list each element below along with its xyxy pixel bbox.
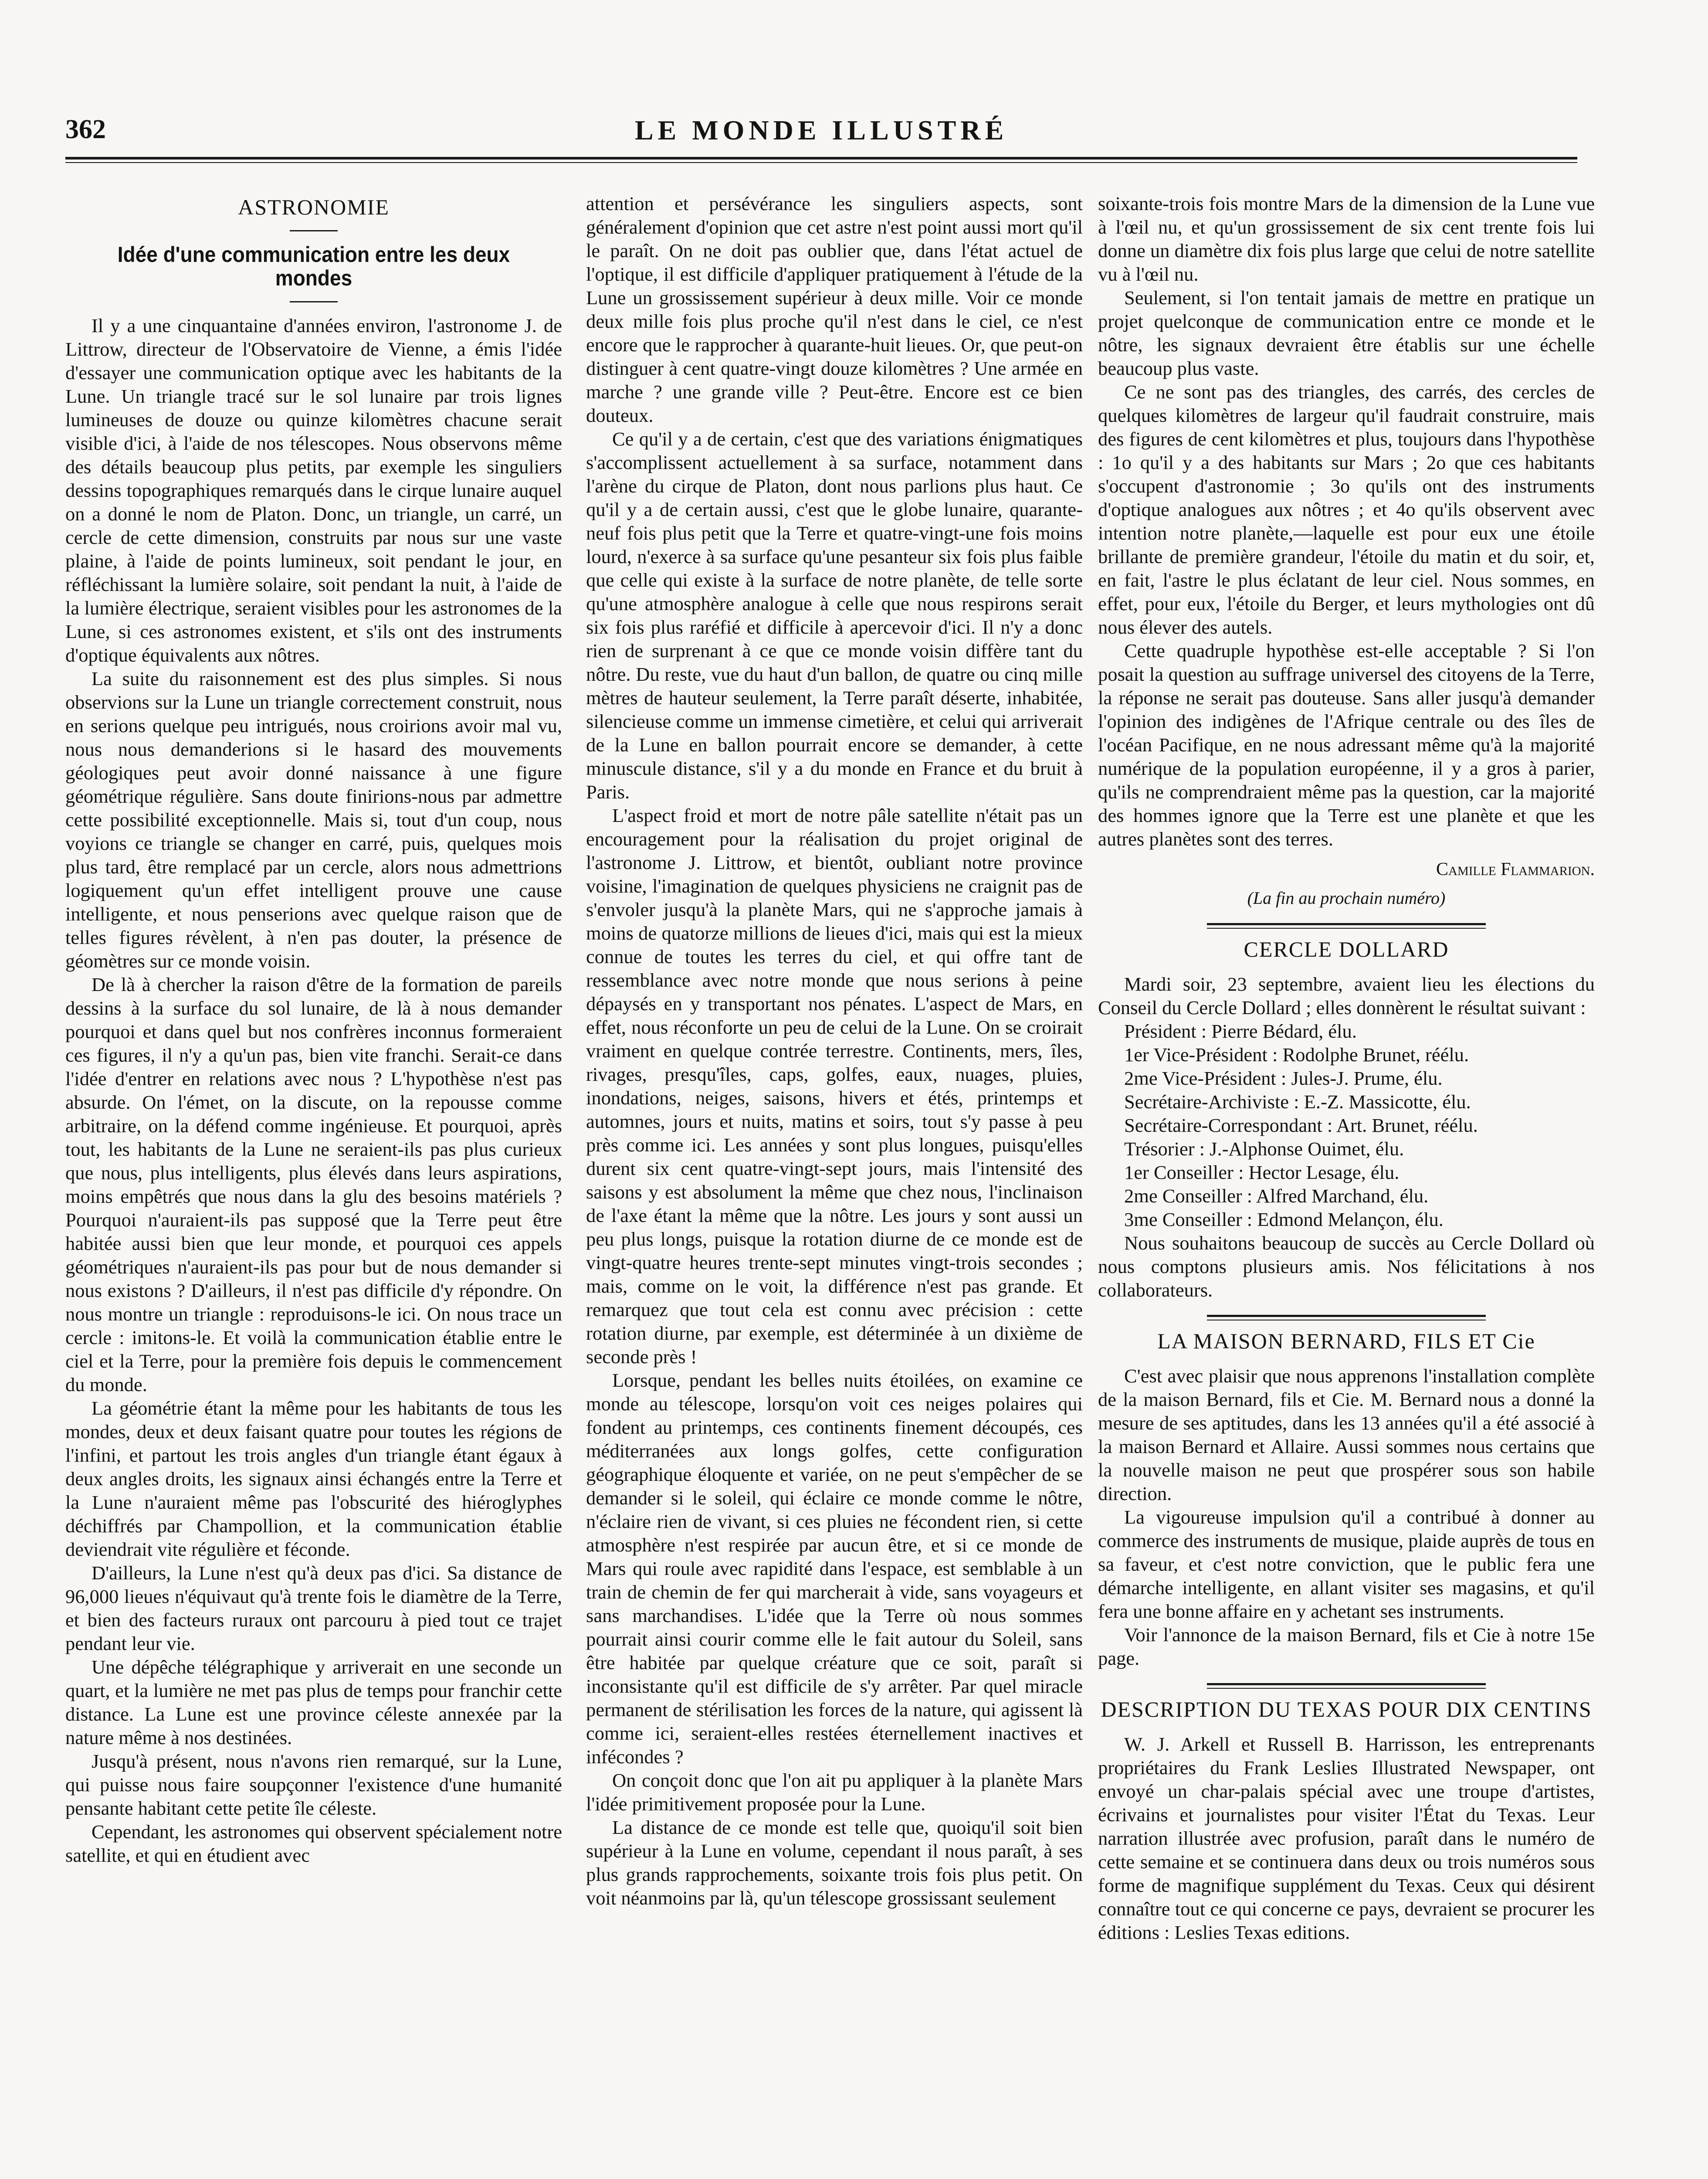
- paragraph: Il y a une cinquantaine d'années environ, l'astronome J. de Littrow, directeur de l'Observatoire de Vienne, a émis l'idée d'essayer une communication optique avec les habitants de la Lune. Un triangle tracé sur le sol lunaire par trois lignes lumineuses de douze ou quinze kilomètres chacune serait visible d'ici, à l'aide de nos télescopes. Nous observons même des détails beaucoup plus petits, par exemple les singuliers dessins topographiques remarqués dans le cirque lunaire auquel on a donné le nom de Platon. Donc, un triangle, un carré, un cercle de cette dimension, construits par nous sur une vaste plaine, à l'aide de points lumineux, soit pendant le jour, en réfléchissant la lumière solaire, soit pendant la nuit, à l'aide de la lumière électrique, seraient visibles pour les astronomes de la Lune, si ces astronomes existent, et s'ils ont des instruments d'optique équivalents aux nôtres.: [65, 315, 562, 666]
- list-item: 1er Vice-Président : Rodolphe Brunet, réélu.: [1124, 1044, 1469, 1066]
- paragraph: Cependant, les astronomes qui observent spécialement notre satellite, et qui en étudient avec: [65, 1821, 562, 1866]
- paragraph: La suite du raisonnement est des plus simples. Si nous observions sur la Lune un triangle correctement construit, nous en serions quelque peu intrigués, nous croirions avoir mal vu, nous nous demanderions si le hasard des mouvements géologiques peut avoir donné naissance à une figure géométrique régulière. Sans doute finirions-nous par admettre cette possibilité exceptionnelle. Mais si, tout d'un coup, nous voyions ce triangle se changer en carré, puis, quelques mois plus tard, être remplacé par un cercle, alors nous admettrions logiquement qu'un effet intelligent prouve une cause intelligente, et nous penserions avec quelque raison que de telles figures révèlent, à n'en pas douter, la présence de géomètres sur ce monde voisin.: [65, 668, 562, 972]
- paragraph: De là à chercher la raison d'être de la formation de pareils dessins à la surface du sol lunaire, de là à nous demander pourquoi et dans quel but nos confrères inconnus formeraient ces figures, il n'y a qu'un pas, bien vite franchi. Serait-ce dans l'idée d'entrer en relations avec nous ? L'hypothèse n'est pas absurde. On l'émet, on la discute, on la repousse comme arbitraire, on la défend comme ingénieuse. Et pourquoi, après tout, les habitants de la Lune ne seraient-ils pas plus curieux que nous, plus intelligents, plus élevés dans leurs aspirations, moins empêtrés que nous dans la glu des besoins matériels ? Pourquoi n'auraient-ils pas supposé que la Terre peut être habitée aussi bien que leur monde, et pourquoi ces appels géométriques n'auraient-ils pas pour but de nous demander si nous existons ? D'ailleurs, il n'est pas difficile d'y répondre. On nous montre un triangle : reproduisons-le ici. On nous trace un cercle : imitons-le. Et voilà la communication établie entre le ciel et la Terre, pour la première fois depuis le commencement du monde.: [65, 974, 562, 1395]
- list-item: Secrétaire-Correspondant : Art. Brunet, réélu.: [1124, 1114, 1478, 1136]
- list-item: 1er Conseiller : Hector Lesage, élu.: [1124, 1161, 1400, 1183]
- paragraph: Seulement, si l'on tentait jamais de mettre en pratique un projet quelconque de communication entre ce monde et le nôtre, les signaux devraient être établis sur une échelle beaucoup plus vaste.: [1098, 287, 1595, 379]
- column-1: [65, 192, 562, 2179]
- list-item: 2me Conseiller : Alfred Marchand, élu.: [1124, 1185, 1429, 1207]
- paragraph: La géométrie étant la même pour les habitants de tous les mondes, deux et deux faisant quatre pour toutes les régions de l'infini, et partout les trois angles d'un triangle étant égaux à deux angles droits, les signaux ainsi échangés entre la Terre et la Lune n'auraient même pas l'obscurité des hiéroglyphes déchiffrés par Champollion, et la communication établie deviendrait vite régulière et féconde.: [65, 1397, 562, 1560]
- divider: [290, 230, 338, 231]
- section-divider: [1207, 923, 1486, 929]
- list-item: Président : Pierre Bédard, élu.: [1124, 1020, 1357, 1042]
- header-rule: [65, 157, 1577, 160]
- author-signature: Camille Flammarion.: [1436, 859, 1595, 879]
- list-item: 3me Conseiller : Edmond Melançon, élu.: [1124, 1208, 1444, 1230]
- paragraph: La distance de ce monde est telle que, quoiqu'il soit bien supérieur à la Lune en volume, cependant il nous paraît, à ses plus grands rapprochements, soixante trois fois plus petit. On voit néanmoins par là, qu'un télescope grossissant seulement: [586, 1816, 1083, 1909]
- section-divider: [1207, 1315, 1486, 1320]
- continuation-note: (La fin au prochain numéro): [1247, 888, 1446, 908]
- page-header: [65, 114, 1577, 162]
- column-2: [586, 192, 1083, 2179]
- list-item: Secrétaire-Archiviste : E.-Z. Massicotte, élu.: [1124, 1091, 1471, 1113]
- paragraph: Ce ne sont pas des triangles, des carrés, des cercles de quelques kilomètres de largeur qu'il faudrait construire, mais des figures de cent kilomètres et plus, toujours dans l'hypothèse : 1o qu'il y a des habitants sur Mars ; 2o que ces habitants s'occupent d'astronomie ; 3o qu'ils ont des instruments d'optique analogues aux nôtres ; et 4o qu'ils observent avec intention notre planète,—laquelle est pour eux une étoile brillante de première grandeur, l'étoile du matin et du soir, et, en fait, l'astre le plus éclatant de leur ciel. Nous sommes, en effet, pour eux, l'étoile du Berger, et leurs mythologies ont dû nous élever des autels.: [1098, 381, 1595, 638]
- paragraph: Voir l'annonce de la maison Bernard, fils et Cie à notre 15e page.: [1098, 1624, 1595, 1669]
- list-item: Trésorier : J.-Alphonse Ouimet, élu.: [1124, 1138, 1404, 1160]
- officers-list: [1098, 1019, 1595, 1231]
- page-number: 362: [65, 115, 106, 144]
- paragraph: attention et persévérance les singuliers aspects, sont généralement d'opinion que cet astre n'est point aussi mort qu'il le paraît. On ne doit pas oublier que, dans l'état actuel de l'optique, il est difficile d'appliquer pratiquement à l'étude de la Lune un grossissement supérieur à deux mille. Voir ce monde deux mille fois plus proche qu'il n'est dans le ciel, ce n'est encore que le rapprocher à quarante-huit lieues. Or, que peut-on distinguer à cent quatre-vingt douze kilomètres ? Une armée en marche ? une grande ville ? Peut-être. Encore est ce bien douteux.: [586, 193, 1083, 426]
- bernard-title: LA MAISON BERNARD, FILS ET Cie: [1157, 1329, 1535, 1353]
- section-divider: [1207, 1683, 1486, 1689]
- header-rule-thin: [65, 162, 1577, 163]
- paragraph: La vigoureuse impulsion qu'il a contribué à donner au commerce des instruments de musique, plaide auprès de tous en sa faveur, et c'est notre conviction, que le public fera une démarche intelligente, en allant visiter ses magasins, et qu'il fera une bonne affaire en y achetant ses instruments.: [1098, 1506, 1595, 1622]
- paragraph: W. J. Arkell et Russell B. Harrisson, les entreprenants propriétaires du Frank Leslies Illustrated Newspaper, ont envoyé un char-palais spécial avec une troupe d'artistes, écrivains et journalistes pour visiter l'État du Texas. Leur narration illustrée avec profusion, paraît dans le numéro de cette semaine et se continuera dans deux ou trois numéros sous forme de magnifique supplément du Texas. Ceux qui désirent connaître tout ce qui concerne ce pays, devraient se procurer les éditions : Leslies Texas editions.: [1098, 1733, 1595, 1943]
- texas-title: DESCRIPTION DU TEXAS POUR DIX CENTINS: [1101, 1697, 1592, 1721]
- cercle-title: CERCLE DOLLARD: [1244, 937, 1449, 961]
- paragraph: Mardi soir, 23 septembre, avaient lieu les élections du Conseil du Cercle Dollard ; elles donnèrent le résultat suivant :: [1098, 973, 1595, 1018]
- list-item: 2me Vice-Président : Jules-J. Prume, élu.: [1124, 1067, 1443, 1089]
- paragraph: C'est avec plaisir que nous apprenons l'installation complète de la maison Bernard, fils et Cie. M. Bernard nous a donné la mesure de ses aptitudes, dans les 13 années qu'il a été associé à la maison Bernard et Allaire. Aussi sommes nous certains que la nouvelle maison ne peut que prospérer sous son habile direction.: [1098, 1365, 1595, 1504]
- paragraph: Une dépêche télégraphique y arriverait en une seconde un quart, et la lumière ne met pas plus de temps pour franchir cette distance. La Lune est une province céleste annexée par la nature même à nos destinées.: [65, 1656, 562, 1748]
- paragraph: Lorsque, pendant les belles nuits étoilées, on examine ce monde au télescope, lorsqu'on voit ces neiges polaires qui fondent au printemps, ces continents finement découpés, ces méditerranées aux longs golfes, cette configuration géographique éloquente et variée, on ne peut s'empêcher de se demander si le soleil, qui éclaire ce monde comme le nôtre, n'éclaire rien de vivant, si ces pluies ne fécondent rien, si cette atmosphère n'est respirée par aucun être, et si ce monde de Mars qui roule avec rapidité dans l'espace, est semblable à un train de chemin de fer qui marcherait à vide, sans voyageurs et sans marchandises. L'idée que la Terre où nous sommes pourrait ainsi courir comme elle le fait autour du Soleil, sans être habitée par quelque créature que ce soit, paraît si inconsistante qu'il est difficile de s'y arrêter. Par quel miracle permanent de stérilisation les forces de la nature, qui agissent là comme ici, seraient-elles restées éternellement inactives et infécondes ?: [586, 1369, 1083, 1768]
- divider: [290, 301, 338, 302]
- paragraph: D'ailleurs, la Lune n'est qu'à deux pas d'ici. Sa distance de 96,000 lieues n'équivaut qu'à trente fois le diamètre de la Terre, et bien des facteurs ruraux ont parcouru à pied tout ce trajet pendant leur vie.: [65, 1562, 562, 1654]
- masthead: LE MONDE ILLUSTRÉ: [634, 115, 1008, 146]
- paragraph: Cette quadruple hypothèse est-elle acceptable ? Si l'on posait la question au suffrage universel des citoyens de la Terre, la réponse ne serait pas douteuse. Sans aller jusqu'à demander l'opinion des indigènes de l'Afrique centrale ou des îles de l'océan Pacifique, en ne nous adressant même qu'à la majorité numérique de la population européenne, il y a gros à parier, qu'ils ne comprendraient même pas la question, car la majorité des hommes ignore que la Terre est une planète et que les autres planètes sont des terres.: [1098, 640, 1595, 850]
- paragraph: Ce qu'il y a de certain, c'est que des variations énigmatiques s'accomplissent actuellement à sa surface, notamment dans l'arène du cirque de Platon, dont nous parlions plus haut. Ce qu'il y a de certain aussi, c'est que le globe lunaire, quarante-neuf fois plus petit que la Terre et quatre-vingt-une fois moins lourd, n'exerce à sa surface qu'une pesanteur six fois plus faible que celle qui existe à la surface de notre planète, de telle sorte qu'une atmosphère analogue à celle que nous respirons serait six fois plus raréfié et difficile à apercevoir d'ici. Il n'y a donc rien de surprenant à ce que ce monde voisin diffère tant du nôtre. Du reste, vue du haut d'un ballon, de quatre ou cinq mille mètres de hauteur seulement, la Terre paraît déserte, inhabitée, silencieuse comme un immense cimetière, et celui qui arriverait de la Lune en ballon pourrait encore se demander, à cette minuscule distance, s'il y a du monde en France et du bruit à Paris.: [586, 428, 1083, 803]
- article-title: Idée d'une communication entre les deux mondes: [117, 242, 510, 290]
- column-3: [1098, 192, 1595, 2179]
- paragraph: Jusqu'à présent, nous n'avons rien remarqué, sur la Lune, qui puisse nous faire soupçonner l'existence d'une humanité pensante habitant cette petite île céleste.: [65, 1750, 562, 1819]
- section-heading: ASTRONOMIE: [238, 195, 390, 219]
- paragraph: On conçoit donc que l'on ait pu appliquer à la planète Mars l'idée primitivement proposée pour la Lune.: [586, 1769, 1083, 1815]
- paragraph: soixante-trois fois montre Mars de la dimension de la Lune vue à l'œil nu, et qu'un grossissement de six cent trente fois lui donne un diamètre dix fois plus large que celui de notre satellite vu à l'œil nu.: [1098, 193, 1595, 285]
- paragraph: L'aspect froid et mort de notre pâle satellite n'était pas un encouragement pour la réalisation du projet original de l'astronome J. Littrow, et bientôt, oubliant notre province voisine, l'imagination de quelques physiciens ne craignit pas de s'envoler jusqu'à la planète Mars, qui ne s'approche jamais à moins de quatorze millions de lieues d'ici, mais qui est la mieux connue de toutes les terres du ciel, et qui offre tant de ressemblance avec notre monde que nous serions à peine dépaysés en y transportant nos pénates. L'aspect de Mars, en effet, nous réconforte un peu de celui de la Lune. On se croirait vraiment en quelque contrée terrestre. Continents, mers, îles, rivages, presqu'îles, caps, golfes, eaux, nuages, pluies, inondations, neiges, saisons, hivers et étés, printemps et automnes, jours et nuits, matins et soirs, tout s'y passe à peu près comme ici. Les années y sont plus longues, puisqu'elles durent six cent quatre-vingt-sept jours, mais l'intensité des saisons y est absolument la même que chez nous, l'inclinaison de l'axe étant la même que la nôtre. Les jours y sont aussi un peu plus longs, puisque la rotation diurne de ce monde est de vingt-quatre heures trente-sept minutes vingt-trois secondes ; mais, comme on le voit, la différence n'est pas grande. Et remarquez que tout cela est connu avec précision : cette rotation diurne, par exemple, est déterminée à un dixième de seconde près !: [586, 804, 1083, 1368]
- paragraph: Nous souhaitons beaucoup de succès au Cercle Dollard où nous comptons plusieurs amis. Nos félicitations à nos collaborateurs.: [1098, 1232, 1595, 1301]
